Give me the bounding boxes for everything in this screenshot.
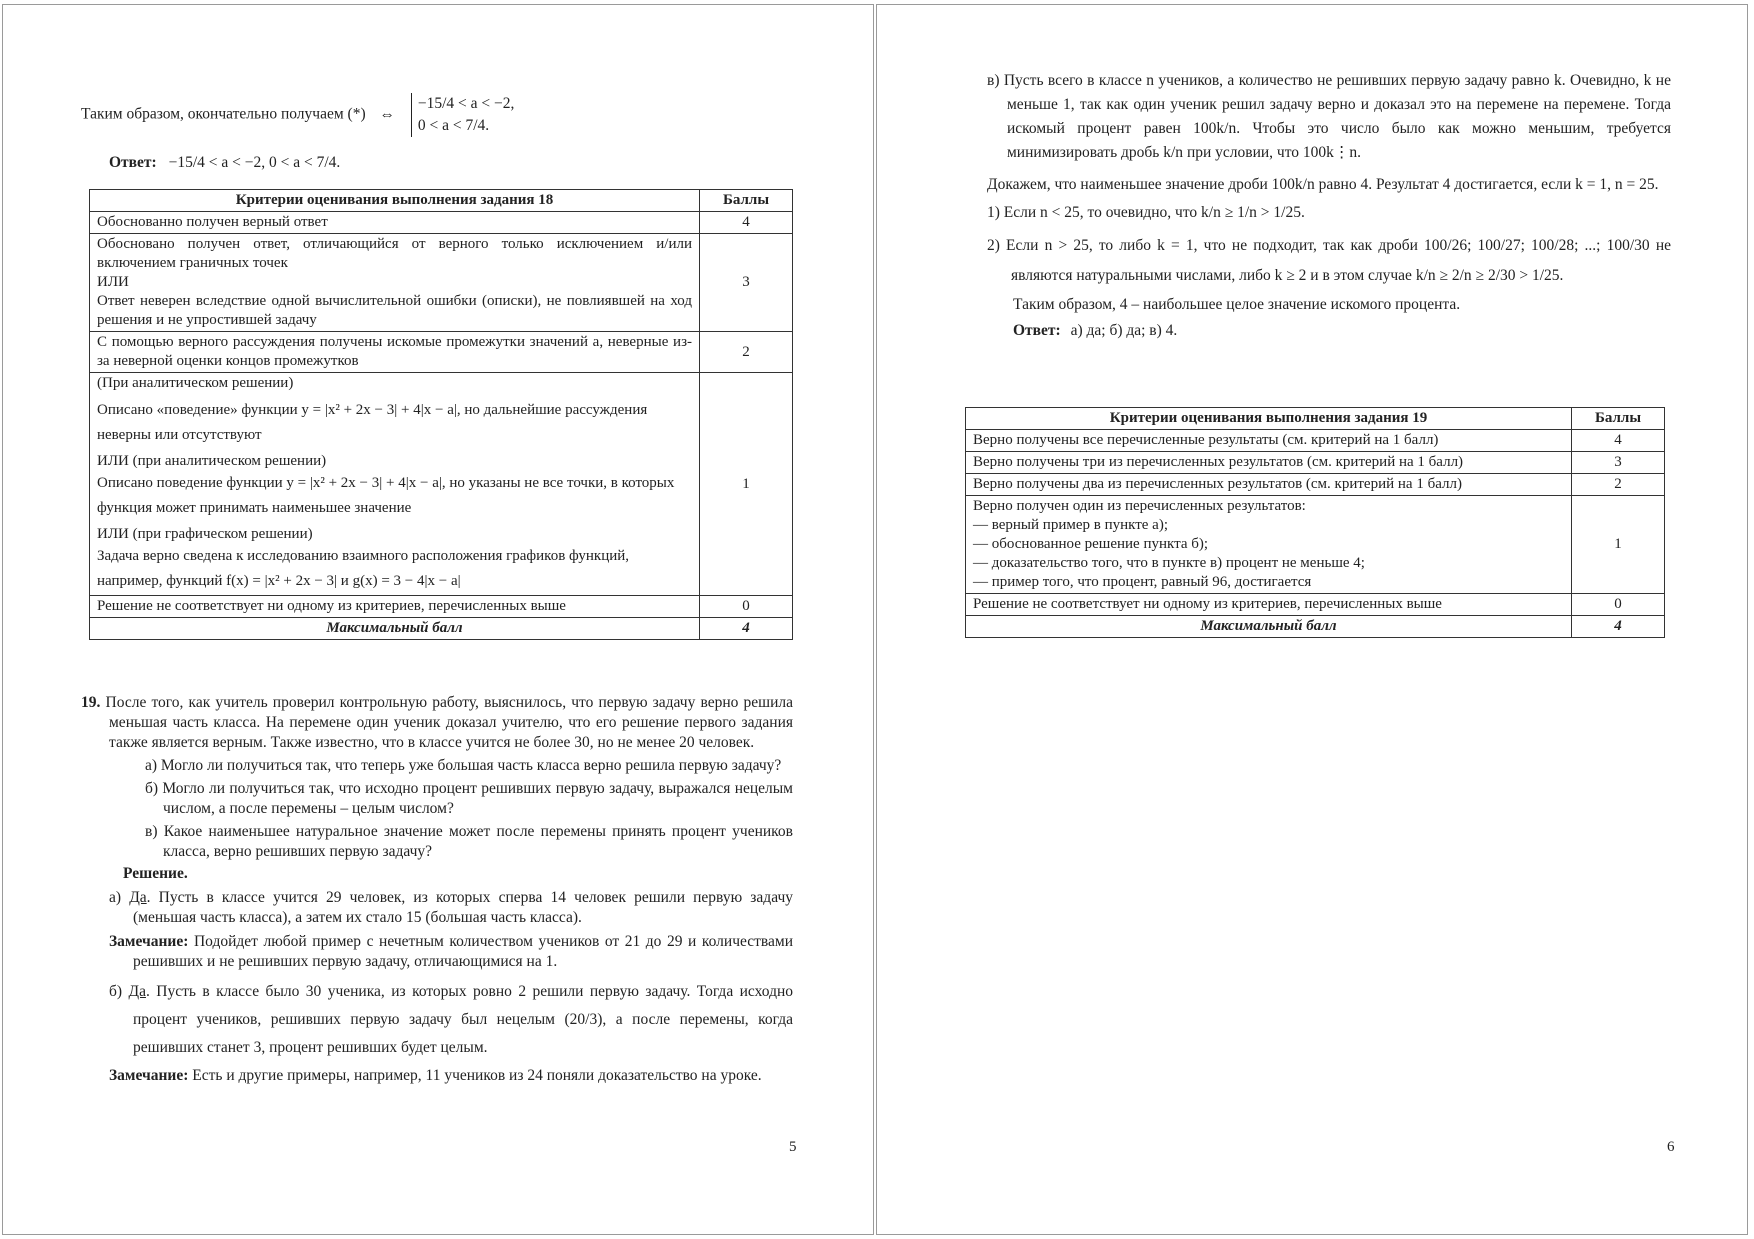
criterion-points: 4 — [700, 212, 793, 234]
criterion-line: — доказательство того, что в пункте в) процент не меньше 4; — [973, 555, 1365, 571]
solution-c-text: в) Пусть всего в классе n учеников, а количество не решивших первую задачу равно k. Очевидно, k не меньше 1, так как один ученик решил задачу верно и доказал это на перемене на перемене. Тогда искомый процент равен — [987, 72, 1671, 137]
criterion-text: Верно получены два из перечисленных результатов (см. критерий на 1 балл) — [966, 474, 1572, 496]
table-row — [966, 474, 1665, 496]
table-header — [966, 408, 1665, 430]
solution-c-para1 — [987, 69, 1671, 165]
max-score-label: Максимальный балл — [90, 618, 700, 640]
criterion-text: Решение не соответствует ни одному из критериев, перечисленных выше — [966, 594, 1572, 616]
page-5 — [2, 4, 874, 1235]
criterion-points: 2 — [1572, 474, 1665, 496]
solution-b-text: . Пусть в классе было 30 ученика, из которых ровно 2 решили первую задачу. Тогда исходно процент учеников, решивших первую задачу был нецелым — [133, 983, 794, 1028]
note-1 — [81, 932, 793, 972]
answer-label: Ответ: — [109, 154, 157, 171]
solution-c-condition: при условии, что 100k⋮n. — [1186, 144, 1362, 161]
note-2-text: Есть и другие примеры, например, 11 учеников из 24 поняли доказательство на уроке. — [192, 1067, 762, 1084]
table-row — [966, 594, 1665, 616]
page-number: 6 — [1667, 1139, 1675, 1155]
answer-label: Ответ: — [1013, 322, 1061, 339]
table-row — [90, 332, 793, 373]
table-row — [90, 373, 793, 596]
answer-19 — [987, 321, 1671, 341]
case-2 — [987, 231, 1671, 291]
criterion-or: ИЛИ — [97, 274, 129, 290]
header-criteria: Критерии оценивания выполнения задания 18 — [90, 190, 700, 212]
solution-c-text-cont: . Чтобы это число было как можно меньшим, требуется минимизировать дробь — [1007, 120, 1671, 161]
header-criteria: Критерии оценивания выполнения задания 19 — [966, 408, 1572, 430]
equivalence-arrow: ⇔ — [379, 105, 395, 123]
criterion-line: Описано «поведение» функции y = |x² + 2x − 3| + 4|x − a|, но дальнейшие рассуждения неверны или отсутствуют — [97, 402, 648, 443]
criterion-line: (При аналитическом решении) — [97, 375, 294, 391]
percent-fraction: 100k/n — [1271, 176, 1315, 193]
solution-label: Решение. — [123, 865, 188, 882]
criterion-text: Решение не соответствует ни одному из критериев, перечисленных выше — [90, 596, 700, 618]
page-number: 5 — [789, 1139, 797, 1155]
criterion-text — [966, 496, 1572, 594]
table-row — [966, 496, 1665, 594]
criterion-points: 3 — [700, 234, 793, 332]
criterion-line: — пример того, что процент, равный 96, достигается — [973, 574, 1312, 590]
criterion-points: 1 — [700, 373, 793, 596]
criterion-points: 0 — [1572, 594, 1665, 616]
question-c: в) Какое наименьшее натуральное значение может после перемены принять процент учеников класса, верно решивших первую задачу? — [145, 823, 793, 860]
problem-text: После того, как учитель проверил контрольную работу, выяснилось, что первую задачу верно решила меньшая часть класса. На перемене один ученик доказал учителю, что его решение первого задания также является верным. Также известно, что в классе учится не более 30, но не менее 20 человек. — [105, 694, 794, 751]
conclusion: Таким образом, 4 – наибольшее целое значение искомого процента. — [1013, 296, 1461, 313]
criterion-line: Обосновано получен ответ, отличающийся от верного только исключением и/или включением граничных точек — [97, 236, 692, 271]
note-2-label: Замечание: — [109, 1067, 189, 1084]
solution-b-text-cont: , а после перемены, когда решивших станет 3, процент решивших будет целым. — [133, 1011, 794, 1056]
system-line-2: 0 < a < 7/4. — [417, 117, 490, 134]
case-1-text: 1) Если n < 25, то очевидно, что — [987, 204, 1198, 221]
criteria-table-19 — [965, 407, 1665, 638]
case-2-text-cont: не являются натуральными числами, либо k ≥ 2 и в этом случае — [1011, 237, 1672, 284]
conclusion-line — [81, 93, 641, 137]
solution-b — [81, 978, 793, 1062]
proof-claim: Докажем, что наименьшее значение дроби — [987, 176, 1268, 193]
max-score-value: 4 — [700, 618, 793, 640]
question-b: б) Могло ли получиться так, что исходно процент решивших первую задачу, выражался нецелым числом, а после перемены – целым числом? — [145, 780, 793, 817]
note-2 — [81, 1066, 793, 1086]
criterion-line: Описано поведение функции y = |x² + 2x − 3| + 4|x − a|, но указаны не все точки, в которых функция может принимать наименьшее значение — [97, 475, 675, 516]
criterion-points: 2 — [700, 332, 793, 373]
max-score-row — [966, 616, 1665, 638]
proof-claim-cont: равно 4. Результат 4 достигается, если — [1318, 176, 1572, 193]
solution-a-prefix: а) — [109, 889, 122, 906]
solution-system — [411, 93, 515, 137]
percent-fraction: 100k/n — [1193, 120, 1237, 137]
note-1-text: Подойдет любой пример с нечетным количеством учеников от 21 до 29 и количествами решивших и не решивших первую задачу, отличающимися на 1. — [133, 933, 794, 970]
criteria-table-18 — [89, 189, 793, 640]
max-score-row — [90, 618, 793, 640]
solution-c — [987, 69, 1671, 341]
solution-b-prefix: б) — [109, 983, 123, 1000]
header-points: Баллы — [700, 190, 793, 212]
note-1-label: Замечание: — [109, 933, 189, 950]
max-score-value: 4 — [1572, 616, 1665, 638]
solution-b-yes: Да — [128, 983, 146, 1000]
criterion-text: Обоснованно получен верный ответ — [90, 212, 700, 234]
case-1 — [987, 203, 1671, 223]
proof-example: k = 1, n = 25. — [1575, 176, 1659, 193]
criterion-or: ИЛИ (при аналитическом решении) — [97, 453, 327, 469]
answer-text: −15/4 < a < −2, 0 < a < 7/4. — [168, 154, 341, 171]
question-a: а) Могло ли получиться так, что теперь уже большая часть класса верно решила первую задачу? — [145, 757, 782, 774]
criterion-line: — обоснованное решение пункта б); — [973, 536, 1209, 552]
solution-b-fraction: (20/3) — [564, 1011, 603, 1028]
criterion-text: Верно получены все перечисленные результаты (см. критерий на 1 балл) — [966, 430, 1572, 452]
k-over-n-fraction: k/n — [1163, 144, 1184, 161]
criterion-text: С помощью верного рассуждения получены искомые промежутки значений a, неверные из-за неверной оценки концов промежутков — [90, 332, 700, 373]
header-points: Баллы — [1572, 408, 1665, 430]
problem-number: 19. — [81, 694, 101, 711]
solution-a — [81, 888, 793, 928]
solution-a-yes: Да — [129, 889, 147, 906]
case-1-formula: k/n ≥ 1/n > 1/25. — [1201, 204, 1305, 221]
system-line-1: −15/4 < a < −2, — [417, 95, 515, 112]
criterion-line: Верно получен один из перечисленных результатов: — [973, 498, 1306, 514]
answer-text: а) да; б) да; в) 4. — [1070, 322, 1178, 339]
solution-c-para2 — [987, 173, 1671, 197]
case-2-text: 2) Если n > 25, то либо k = 1, что не подходит, так как дроби — [987, 237, 1418, 254]
criterion-text — [90, 373, 700, 596]
case-2-formula: k/n ≥ 2/n ≥ 2/30 > 1/25. — [1415, 267, 1564, 284]
conclusion-text: Таким образом, окончательно получаем (*) — [81, 105, 366, 123]
criterion-points: 1 — [1572, 496, 1665, 594]
table-row — [90, 234, 793, 332]
answer-18 — [109, 153, 340, 173]
case-2-fractions: 100/26; 100/27; 100/28; ...; 100/30 — [1424, 237, 1650, 254]
table-header — [90, 190, 793, 212]
criterion-or: ИЛИ (при графическом решении) — [97, 526, 313, 542]
max-score-label: Максимальный балл — [966, 616, 1572, 638]
criterion-line: Задача верно сведена к исследованию взаимного расположения графиков функций, например, функций f(x) = |x² + 2x − 3| и g(x) = 3 − 4|x − a| — [97, 548, 630, 589]
criterion-text — [90, 234, 700, 332]
criterion-points: 0 — [700, 596, 793, 618]
criterion-line: Ответ неверен вследствие одной вычислительной ошибки (описки), не повлиявшей на ход решения и не упростившей задачу — [97, 293, 692, 328]
table-row — [90, 596, 793, 618]
criterion-line: — верный пример в пункте а); — [973, 517, 1168, 533]
table-row — [966, 430, 1665, 452]
table-row — [90, 212, 793, 234]
criterion-text: Верно получены три из перечисленных результатов (см. критерий на 1 балл) — [966, 452, 1572, 474]
problem-19 — [81, 693, 793, 1086]
criterion-points: 4 — [1572, 430, 1665, 452]
table-row — [966, 452, 1665, 474]
page-6 — [876, 4, 1748, 1235]
solution-a-text: . Пусть в классе учится 29 человек, из которых сперва 14 человек решили первую задачу (меньшая часть класса), а затем их стало 15 (большая часть класса). — [133, 889, 794, 926]
criterion-points: 3 — [1572, 452, 1665, 474]
